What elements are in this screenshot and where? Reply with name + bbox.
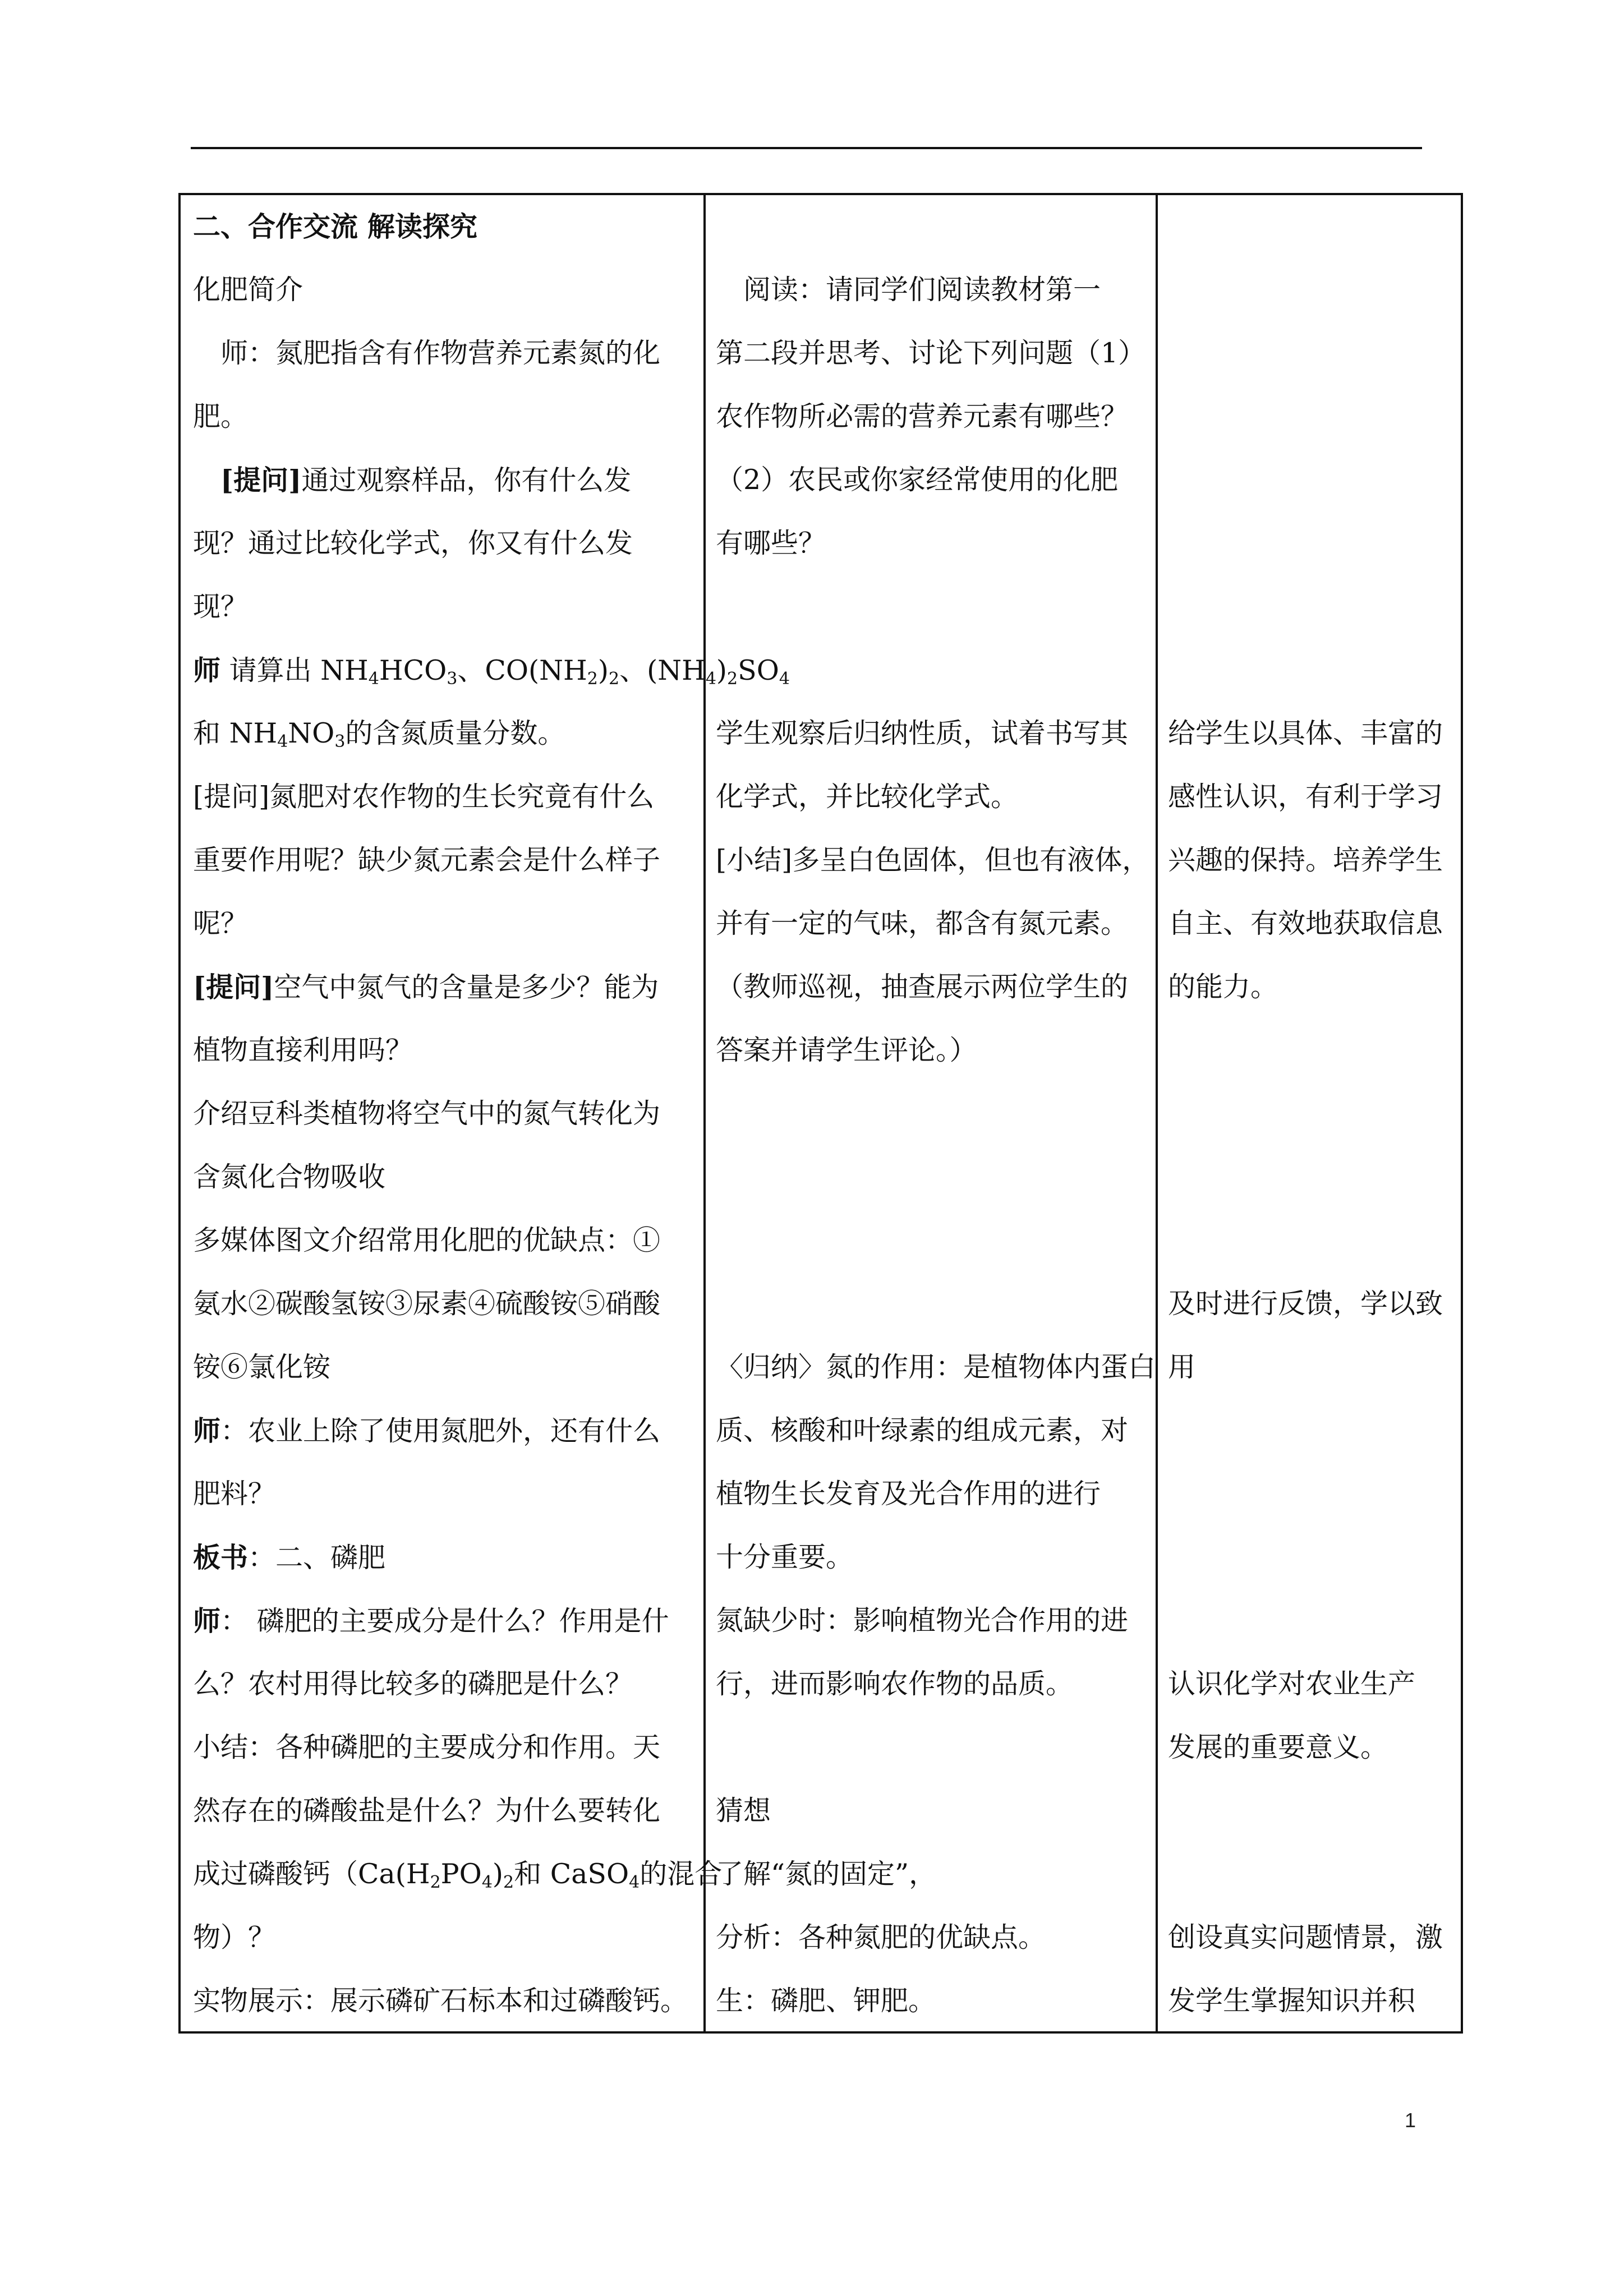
subscript: 3	[334, 732, 346, 751]
board-tag: 板书	[193, 1541, 249, 1574]
intent-line: 创设真实问题情景，激	[1168, 1921, 1443, 1953]
analysis-line: 分析：各种氮肥的优缺点。	[716, 1921, 1046, 1953]
question-line: [提问]氮肥对农作物的生长究竟有什么	[193, 781, 655, 813]
formula-text: 和 CaSO	[514, 1858, 629, 1890]
teacher-line: 么？农村用得比较多的磷肥是什么？	[193, 1668, 633, 1700]
subscript: 4	[705, 669, 716, 689]
formula-text: 和 NH	[193, 717, 278, 749]
question-tag: [提问]	[193, 464, 302, 496]
summary-line: [小结]多呈白色固体，但也有液体，	[716, 844, 1150, 876]
teacher-line	[193, 1414, 660, 1447]
intent-line: 兴趣的保持。培养学生	[1168, 844, 1443, 876]
reading-line: 农作物所必需的营养元素有哪些？	[716, 400, 1129, 432]
board-line	[193, 1541, 385, 1574]
student-line: 生：磷肥、钾肥。	[716, 1985, 936, 2017]
formula-text: )	[597, 654, 609, 686]
summary-line: 物）？	[193, 1921, 276, 1953]
lack-line: 氮缺少时：影响植物光合作用的进	[716, 1605, 1129, 1636]
intent-line: 及时进行反馈，学以致	[1168, 1288, 1443, 1320]
induce-line: 质、核酸和叶绿素的组成元素，对	[716, 1414, 1129, 1446]
formula-text: 请算出 NH	[220, 654, 369, 686]
formula-text: 、(NH	[619, 654, 706, 686]
teacher-line	[193, 1604, 669, 1638]
induce-line: 〈归纳〉氮的作用：是植物体内蛋白	[716, 1351, 1156, 1383]
formula-text: 成过磷酸钙（Ca(H	[193, 1858, 430, 1890]
subscript: 4	[779, 669, 790, 689]
formula-text: NO	[288, 717, 335, 749]
question-text: 空气中氮气的含量是多少？能为	[274, 971, 659, 1003]
subscript: 2	[503, 1873, 514, 1892]
multimedia-line: 多媒体图文介绍常用化肥的优缺点：①	[193, 1224, 661, 1256]
page-number: 1	[1405, 2109, 1416, 2132]
multimedia-line: 氨水②碳酸氢铵③尿素④硫酸铵⑤硝酸	[193, 1288, 661, 1320]
formula-text: )	[716, 654, 728, 686]
formula-text: 的混合	[640, 1858, 723, 1890]
column-divider	[703, 195, 706, 2031]
teacher-line: 肥料？	[193, 1478, 276, 1510]
intent-line: 发学生掌握知识并积	[1168, 1985, 1416, 2017]
subscript: 4	[629, 1873, 640, 1892]
subscript: 4	[368, 669, 379, 689]
teacher-tag: 师	[193, 1605, 221, 1637]
observe-line: 化学式，并比较化学式。	[716, 781, 1019, 813]
subscript: 2	[608, 669, 620, 689]
section-heading: 二、合作交流 解读探究	[193, 210, 478, 243]
question-line	[193, 463, 631, 497]
teacher-line: 肥。	[193, 400, 249, 432]
question-line	[193, 970, 659, 1004]
summary-line: 并有一定的气味，都含有氮元素。	[716, 907, 1129, 939]
column-divider	[1156, 195, 1158, 2031]
teacher-text: ：农业上除了使用氮肥外，还有什么	[220, 1415, 661, 1447]
teacher-tag: 师	[193, 1414, 221, 1447]
question-line: 重要作用呢？缺少氮元素会是什么样子	[193, 844, 661, 876]
question-line: 呢？	[193, 907, 249, 939]
reading-line: 阅读：请同学们阅读教材第一	[716, 274, 1101, 306]
formula-text: 的含氮质量分数。	[345, 717, 565, 749]
induce-line: 植物生长发育及光合作用的进行	[716, 1478, 1101, 1510]
formula-text: )	[492, 1858, 504, 1890]
intent-line: 的能力。	[1168, 971, 1278, 1003]
calc-line	[193, 717, 565, 750]
reading-line: （2）农民或你家经常使用的化肥	[716, 464, 1119, 496]
question-text: 通过观察样品，你有什么发	[301, 464, 632, 496]
intro-title: 化肥简介	[193, 274, 303, 306]
question-line: 现？通过比较化学式，你又有什么发	[193, 527, 633, 559]
intent-line: 发展的重要意义。	[1168, 1731, 1388, 1763]
subscript: 4	[277, 732, 288, 751]
subscript: 2	[727, 669, 738, 689]
teacher-line: 师：氮肥指含有作物营养元素氮的化	[193, 337, 661, 369]
intent-line: 用	[1168, 1351, 1196, 1383]
intent-line: 给学生以具体、丰富的	[1168, 717, 1443, 749]
question-tag: [提问]	[193, 971, 274, 1003]
formula-text: SO	[738, 654, 779, 686]
subscript: 2	[430, 1873, 441, 1892]
intent-line: 感性认识，有利于学习	[1168, 781, 1443, 813]
induce-line: 十分重要。	[716, 1541, 854, 1573]
fixation-line: 了解“氮的固定”，	[716, 1858, 937, 1890]
header-rule	[191, 147, 1422, 149]
intent-line: 自主、有效地获取信息	[1168, 907, 1443, 939]
legume-line: 含氮化合物吸收	[193, 1161, 386, 1193]
teacher-tag: 师	[193, 654, 221, 686]
subscript: 2	[587, 669, 598, 689]
formula-text: PO	[440, 1858, 482, 1890]
formula-text: 、CO(NH	[457, 654, 587, 686]
subscript: 4	[481, 1873, 493, 1892]
formula-text: HCO	[379, 654, 447, 686]
question-line: 现？	[193, 591, 249, 623]
observe-line: 学生观察后归纳性质，试着书写其	[716, 717, 1129, 749]
legume-line: 介绍豆科类植物将空气中的氮气转化为	[193, 1098, 661, 1129]
patrol-line: 答案并请学生评论。）	[716, 1034, 977, 1066]
question-line: 植物直接利用吗？	[193, 1034, 413, 1066]
guess-line: 猜想	[716, 1795, 771, 1827]
patrol-line: （教师巡视，抽查展示两位学生的	[716, 971, 1129, 1003]
summary-line	[193, 1857, 722, 1891]
multimedia-line: 铵⑥氯化铵	[193, 1351, 331, 1383]
board-text: ：二、磷肥	[248, 1542, 386, 1574]
lack-line: 行，进而影响农作物的品质。	[716, 1668, 1074, 1700]
reading-line: 有哪些？	[716, 527, 826, 559]
subscript: 3	[447, 669, 458, 689]
summary-line: 然存在的磷酸盐是什么？为什么要转化	[193, 1795, 661, 1827]
reading-line: 第二段并思考、讨论下列问题（1）	[716, 337, 1146, 369]
display-line: 实物展示：展示磷矿石标本和过磷酸钙。	[193, 1985, 688, 2017]
teacher-text: ： 磷肥的主要成分是什么？作用是什	[220, 1605, 669, 1637]
calc-line	[193, 653, 790, 687]
summary-line: 小结：各种磷肥的主要成分和作用。天	[193, 1731, 661, 1763]
intent-line: 认识化学对农业生产	[1168, 1668, 1416, 1700]
